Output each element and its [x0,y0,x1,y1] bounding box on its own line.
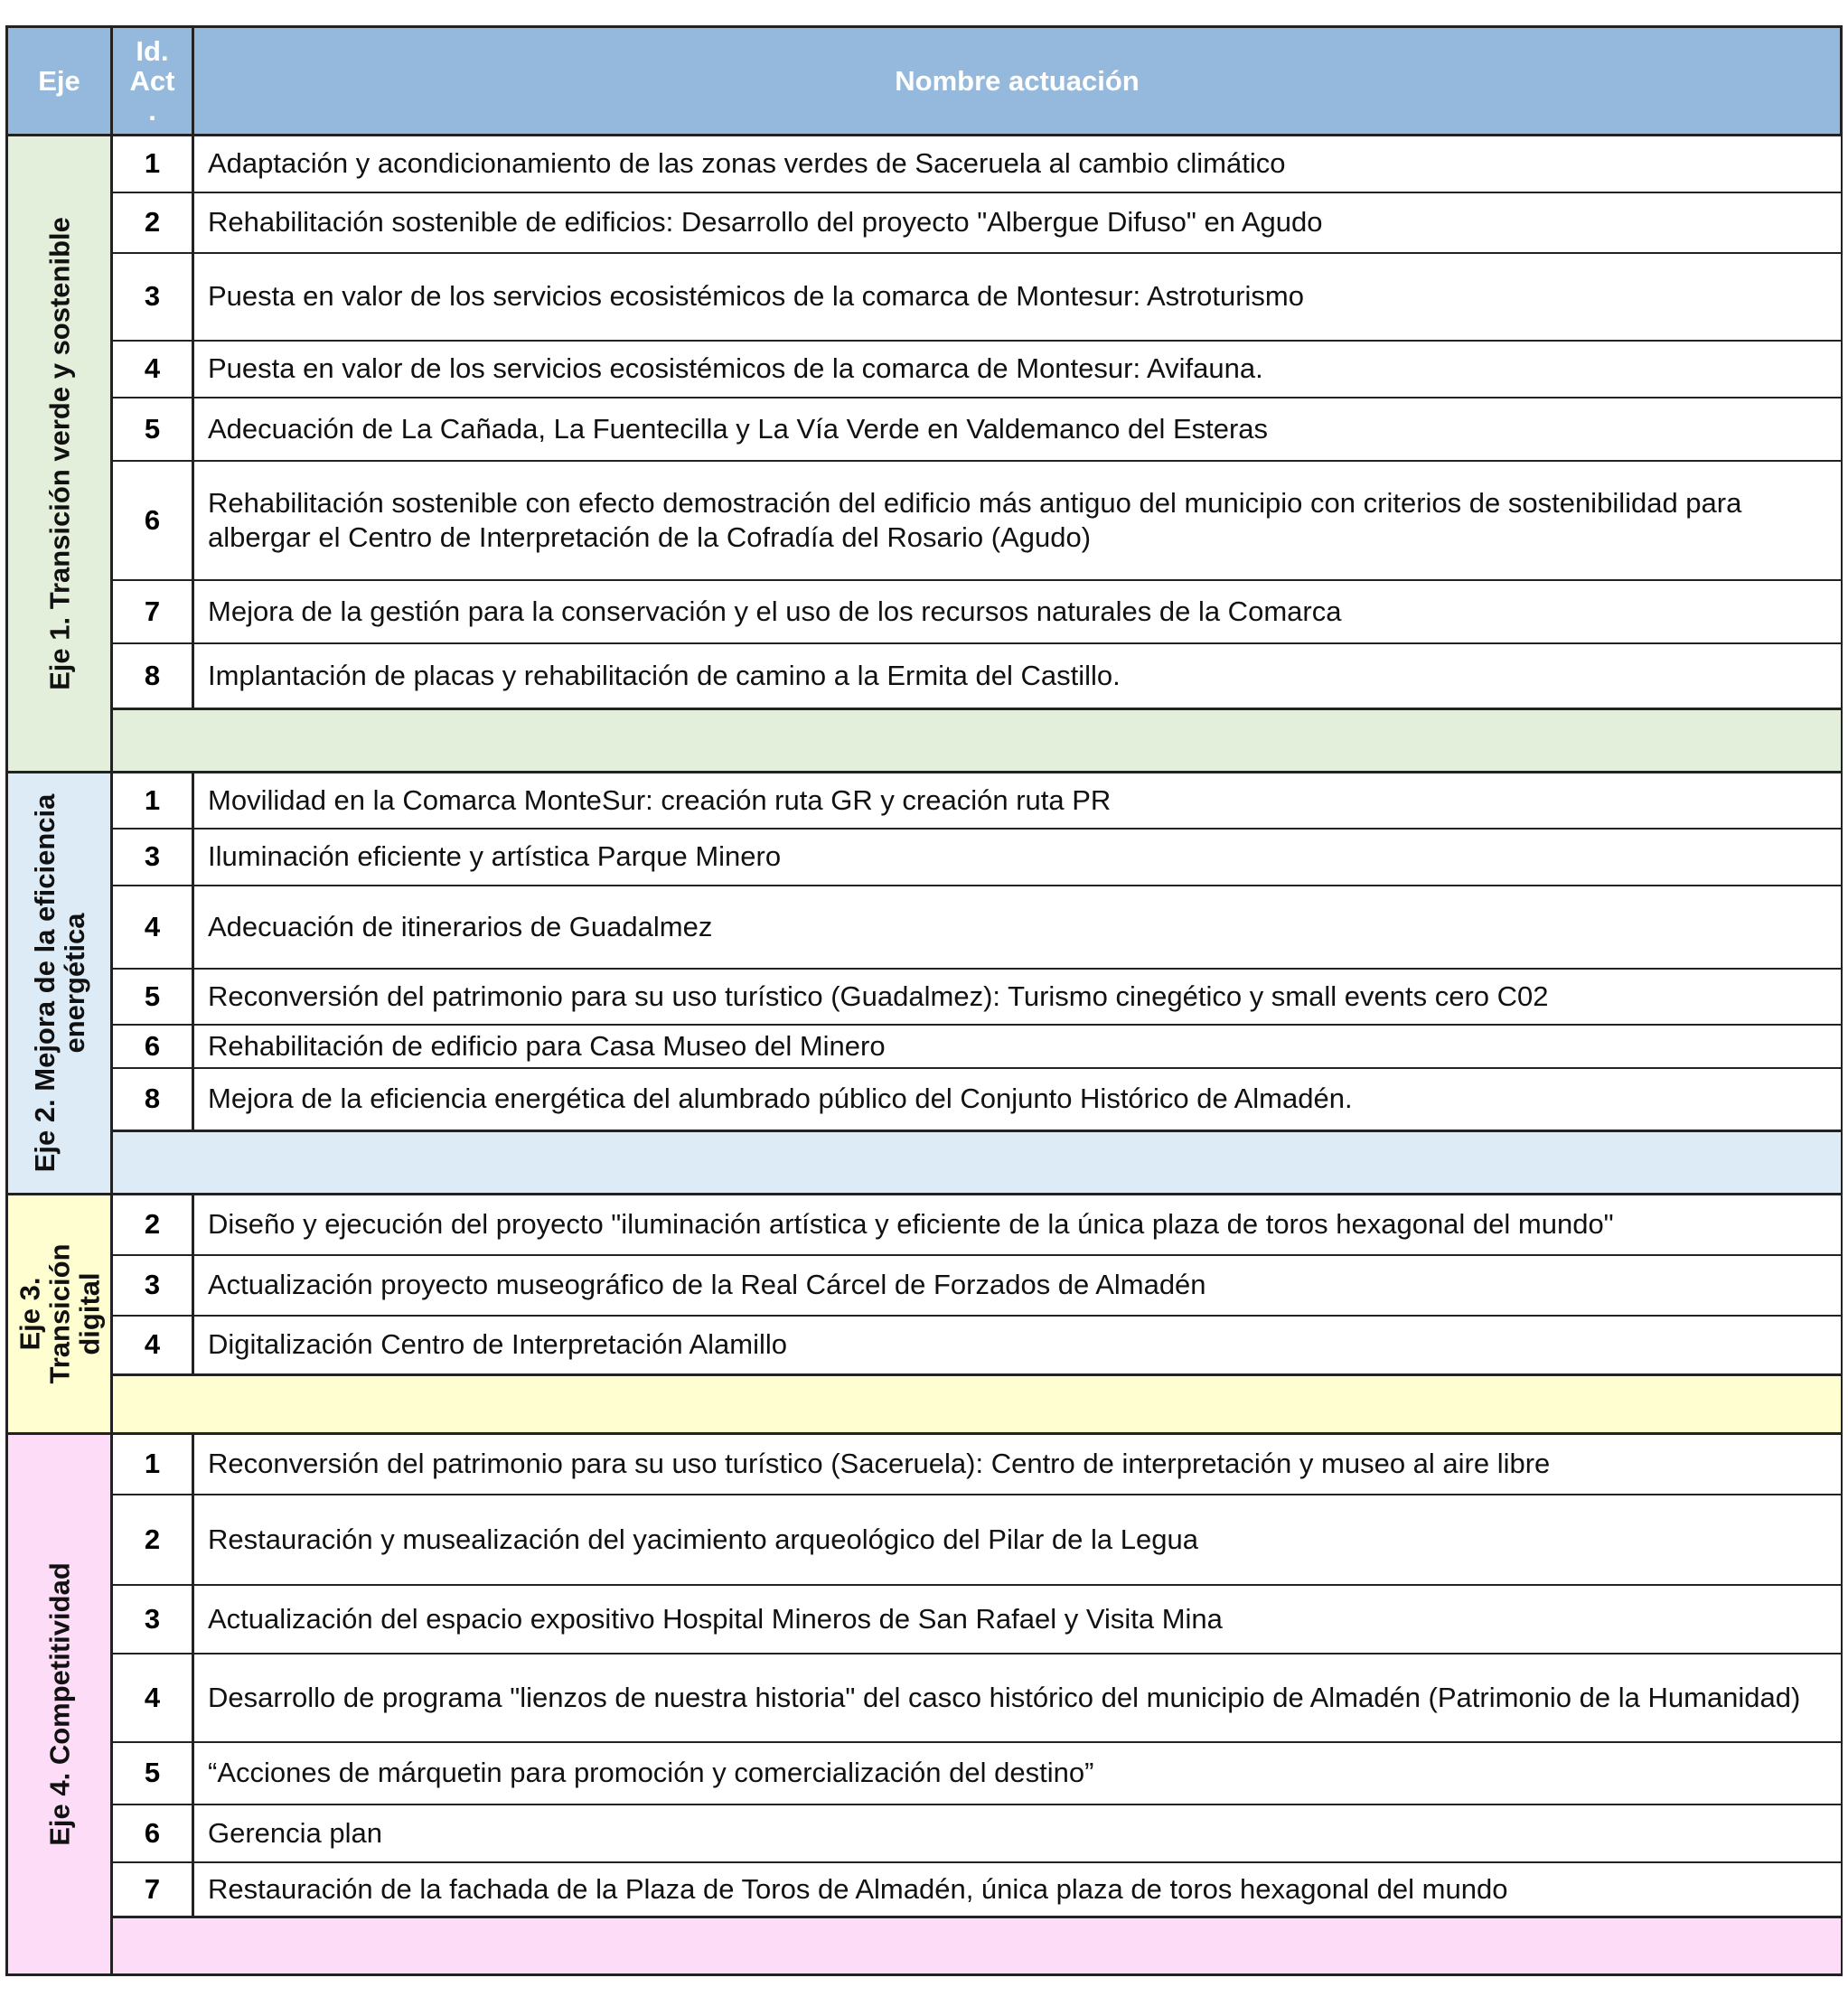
row-name: Puesta en valor de los servicios ecosistémicos de la comarca de Montesur: Astroturismo [193,253,1842,341]
row-id: 8 [112,1068,193,1131]
table-row [7,1195,1842,1255]
table-row [7,773,1842,829]
table-row [7,1025,1842,1068]
axis-4-cell [7,1434,112,1975]
row-id: 6 [112,1025,193,1068]
axis-4-filler-row [7,1917,1842,1975]
row-name: Adecuación de La Cañada, La Fuentecilla y La Vía Verde en Valdemanco del Esteras [193,398,1842,461]
row-id: 3 [112,1255,193,1316]
row-name: Movilidad en la Comarca MonteSur: creación ruta GR y creación ruta PR [193,773,1842,829]
row-name: Adaptación y acondicionamiento de las zonas verdes de Saceruela al cambio climático [193,136,1842,192]
table-row [7,136,1842,192]
row-name: Rehabilitación sostenible con efecto demostración del edificio más antiguo del municipio con criterios de sostenibilidad para albergar el Centro de Interpretación de la Cofradía del Rosario (Agudo) [193,461,1842,580]
row-id: 4 [112,1316,193,1375]
row-name: Mejora de la eficiencia energética del alumbrado público del Conjunto Histórico de Almadén. [193,1068,1842,1131]
axis-4-title: Eje 4. Competitividad [43,1562,75,1846]
table-row [7,1495,1842,1585]
axis-1-title: Eje 1. Transición verde y sostenible [43,217,75,690]
axis-2-filler-row [7,1131,1842,1195]
table-row [7,192,1842,253]
header-id-line2: Act [129,65,175,97]
row-name: Actualización del espacio expositivo Hospital Mineros de San Rafael y Visita Mina [193,1585,1842,1654]
table-row [7,1585,1842,1654]
axis-3-title-line3: digital [73,1272,105,1355]
table-row [7,1068,1842,1131]
row-id: 5 [112,398,193,461]
row-name: Restauración de la fachada de la Plaza de Toros de Almadén, única plaza de toros hexagonal del mundo [193,1862,1842,1917]
row-id: 4 [112,1654,193,1742]
row-name: Reconversión del patrimonio para su uso turístico (Guadalmez): Turismo cinegético y small events cero C02 [193,969,1842,1025]
row-id: 6 [112,1804,193,1862]
row-id: 5 [112,969,193,1025]
table-row [7,1255,1842,1316]
row-name: Rehabilitación sostenible de edificios: Desarrollo del proyecto "Albergue Difuso" en Agudo [193,192,1842,253]
header-eje: Eje [7,27,112,136]
row-name: Gerencia plan [193,1804,1842,1862]
row-name: Desarrollo de programa "lienzos de nuestra historia" del casco histórico del municipio de Almadén (Patrimonio de la Humanidad) [193,1654,1842,1742]
header-id [112,27,193,136]
row-name: Iluminación eficiente y artística Parque Minero [193,829,1842,886]
row-id: 8 [112,643,193,709]
row-name: Adecuación de itinerarios de Guadalmez [193,886,1842,969]
axis-3-filler [112,1375,1842,1434]
axis-3-title [14,1243,104,1383]
axis-2-filler [112,1131,1842,1195]
row-id: 1 [112,773,193,829]
table-row [7,398,1842,461]
header-row [7,27,1842,136]
axis-2-title [30,794,89,1173]
table-row [7,341,1842,398]
row-name: Rehabilitación de edificio para Casa Museo del Minero [193,1025,1842,1068]
table-row [7,829,1842,886]
row-name: Actualización proyecto museográfico de la Real Cárcel de Forzados de Almadén [193,1255,1842,1316]
table-row [7,1654,1842,1742]
row-id: 3 [112,829,193,886]
row-name: Restauración y musealización del yacimiento arqueológico del Pilar de la Legua [193,1495,1842,1585]
row-id: 1 [112,136,193,192]
header-id-line3: . [148,95,156,127]
row-id: 3 [112,253,193,341]
row-id: 7 [112,1862,193,1917]
table-row [7,253,1842,341]
table-row [7,886,1842,969]
actions-table [5,25,1843,1976]
table-row [7,461,1842,580]
table-row [7,1742,1842,1804]
axis-1-filler-row [7,709,1842,773]
row-id: 4 [112,886,193,969]
row-name: Puesta en valor de los servicios ecosistémicos de la comarca de Montesur: Avifauna. [193,341,1842,398]
row-name: Digitalización Centro de Interpretación Alamillo [193,1316,1842,1375]
header-id-line1: Id. [136,35,169,67]
table-row [7,1862,1842,1917]
row-name: Diseño y ejecución del proyecto "iluminación artística y eficiente de la única plaza de toros hexagonal del mundo" [193,1195,1842,1255]
axis-3-title-line2: Transición [43,1243,75,1384]
axis-3-filler-row [7,1375,1842,1434]
axis-3-cell [7,1195,112,1434]
row-id: 4 [112,341,193,398]
axis-2-title-line2: energética [58,913,90,1054]
axis-2-cell [7,773,112,1195]
row-id: 7 [112,580,193,643]
row-id: 2 [112,1195,193,1255]
table-row [7,969,1842,1025]
row-id: 1 [112,1434,193,1495]
axis-1-cell [7,136,112,773]
row-id: 5 [112,1742,193,1804]
axis-3-title-line1: Eje 3. [14,1277,45,1351]
row-name: Mejora de la gestión para la conservación y el uso de los recursos naturales de la Comarca [193,580,1842,643]
table-row [7,643,1842,709]
table-row [7,580,1842,643]
axis-1-filler [112,709,1842,773]
row-name: Reconversión del patrimonio para su uso turístico (Saceruela): Centro de interpretación y museo al aire libre [193,1434,1842,1495]
row-id: 3 [112,1585,193,1654]
row-name: “Acciones de márquetin para promoción y comercialización del destino” [193,1742,1842,1804]
axis-4-filler [112,1917,1842,1975]
axis-2-title-line1: Eje 2. Mejora de la eficiencia [28,793,61,1173]
table-row [7,1434,1842,1495]
row-name: Implantación de placas y rehabilitación de camino a la Ermita del Castillo. [193,643,1842,709]
row-id: 2 [112,1495,193,1585]
row-id: 2 [112,192,193,253]
header-name: Nombre actuación [193,27,1842,136]
table-row [7,1316,1842,1375]
row-id: 6 [112,461,193,580]
table-row [7,1804,1842,1862]
